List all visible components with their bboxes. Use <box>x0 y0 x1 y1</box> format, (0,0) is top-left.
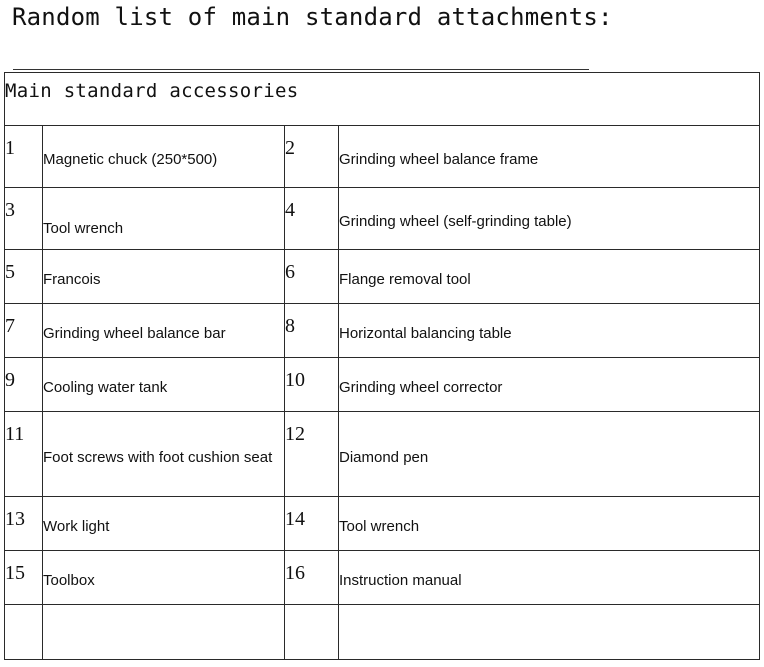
item-number-cell <box>5 188 43 250</box>
item-name-cell <box>339 188 760 250</box>
item-number-cell <box>5 304 43 358</box>
item-number: 6 <box>285 261 295 283</box>
item-name: Grinding wheel balance bar <box>43 325 226 342</box>
item-name-cell <box>43 126 285 188</box>
table-row <box>5 551 760 605</box>
item-name-cell <box>43 358 285 412</box>
item-name: Instruction manual <box>339 572 462 589</box>
item-number: 2 <box>285 137 295 159</box>
item-number: 13 <box>5 508 25 530</box>
item-number-cell <box>5 605 43 660</box>
item-name: Horizontal balancing table <box>339 325 512 342</box>
table-row <box>5 412 760 497</box>
item-name: Grinding wheel balance frame <box>339 151 539 168</box>
item-number-cell <box>285 126 339 188</box>
title-underline <box>13 69 589 70</box>
item-number-cell <box>285 412 339 497</box>
item-name-cell <box>43 304 285 358</box>
table-row <box>5 250 760 304</box>
item-number: 1 <box>5 137 15 159</box>
item-name-cell <box>43 250 285 304</box>
item-name-cell <box>43 605 285 660</box>
document-title: Random list of main standard attachments: <box>12 3 613 31</box>
item-number: 14 <box>285 508 305 530</box>
table-row <box>5 358 760 412</box>
item-number: 10 <box>285 369 305 391</box>
item-name: Cooling water tank <box>43 379 168 396</box>
item-name: Magnetic chuck (250*500) <box>43 151 218 168</box>
item-number <box>285 605 338 616</box>
table-header-row <box>5 73 760 126</box>
item-name-cell <box>339 412 760 497</box>
item-name: Grinding wheel corrector <box>339 379 503 396</box>
item-name-cell <box>43 188 285 250</box>
item-name-cell <box>43 551 285 605</box>
item-name: Flange removal tool <box>339 271 471 288</box>
item-name-cell <box>339 250 760 304</box>
item-number: 12 <box>285 423 305 445</box>
item-number-cell <box>5 250 43 304</box>
table-row <box>5 126 760 188</box>
table-row <box>5 497 760 551</box>
item-number-cell <box>285 188 339 250</box>
item-number-cell <box>285 250 339 304</box>
item-number-cell <box>5 126 43 188</box>
table-header: Main standard accessories <box>5 80 299 102</box>
item-name-cell <box>339 358 760 412</box>
item-number-cell <box>285 551 339 605</box>
item-number-cell <box>5 551 43 605</box>
item-number-cell <box>5 358 43 412</box>
item-number: 8 <box>285 315 295 337</box>
item-name: Work light <box>43 518 110 535</box>
item-number: 16 <box>285 562 305 584</box>
item-name-cell <box>339 304 760 358</box>
item-number: 3 <box>5 199 15 221</box>
item-number: 9 <box>5 369 15 391</box>
item-number: 5 <box>5 261 15 283</box>
table-row <box>5 188 760 250</box>
item-name: Francois <box>43 271 101 288</box>
table-row <box>5 304 760 358</box>
item-number-cell <box>285 304 339 358</box>
item-name-cell <box>339 497 760 551</box>
item-name: Grinding wheel (self-grinding table) <box>339 213 572 230</box>
table-row <box>5 605 760 660</box>
item-number: 11 <box>5 423 25 445</box>
item-number-cell <box>5 412 43 497</box>
accessories-table <box>4 72 760 660</box>
item-number-cell <box>285 605 339 660</box>
item-name-cell <box>43 412 285 497</box>
item-name: Diamond pen <box>339 448 429 466</box>
item-number: 15 <box>5 562 25 584</box>
item-number: 4 <box>285 199 295 221</box>
item-name: Foot screws with foot cushion seat <box>43 448 273 466</box>
item-number-cell <box>285 497 339 551</box>
item-name-cell <box>43 497 285 551</box>
item-name-cell <box>339 605 760 660</box>
item-name: Tool wrench <box>43 220 124 237</box>
table-header-cell <box>5 73 760 126</box>
item-number-cell <box>5 497 43 551</box>
item-number <box>5 605 42 616</box>
item-number-cell <box>285 358 339 412</box>
item-name-cell <box>339 126 760 188</box>
item-name: Tool wrench <box>339 518 420 535</box>
item-number: 7 <box>5 315 15 337</box>
item-name-cell <box>339 551 760 605</box>
item-name: Toolbox <box>43 572 95 589</box>
